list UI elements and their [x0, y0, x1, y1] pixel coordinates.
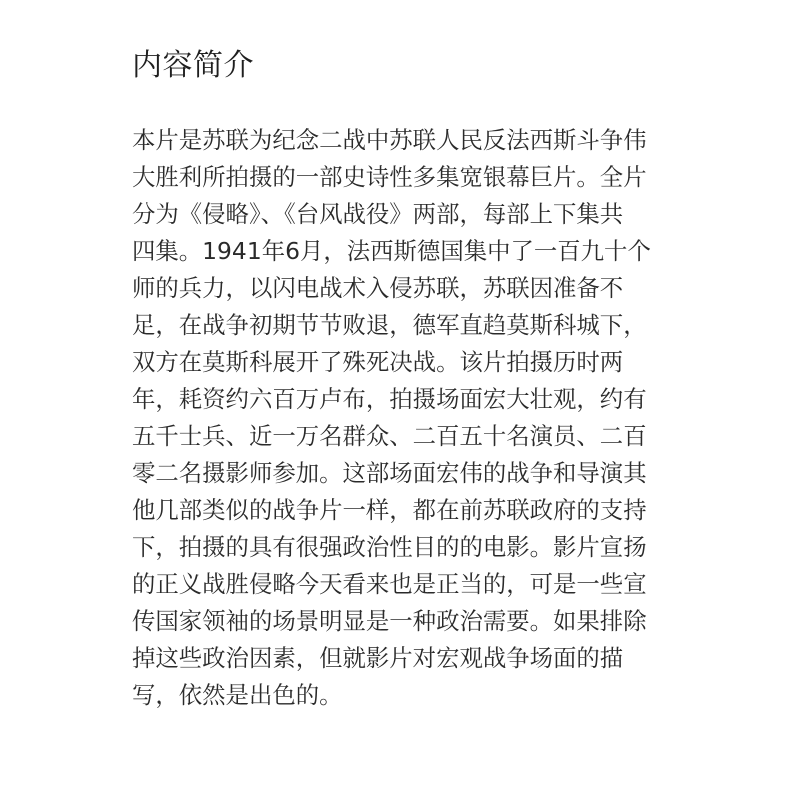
paragraph-line: 传国家领袖的场景明显是一种政治需要。如果排除	[132, 607, 647, 635]
paragraph-line: 掉这些政治因素，但就影片对宏观战争场面的描	[132, 644, 624, 672]
paragraph-line: 分为《侵略》、《台风战役》两部，每部上下集共	[132, 200, 624, 228]
paragraph-line: 本片是苏联为纪念二战中苏联人民反法西斯斗争伟	[132, 126, 647, 154]
summary-paragraph	[132, 122, 672, 714]
section-title: 内容简介	[132, 48, 254, 83]
paragraph-line: 下，拍摄的具有很强政治性目的的电影。影片宣扬	[132, 533, 647, 561]
paragraph-line: 四集。1941年6月，法西斯德国集中了一百九十个	[132, 237, 651, 265]
paragraph-line: 零二名摄影师参加。这部场面宏伟的战争和导演其	[132, 459, 647, 487]
paragraph-line: 他几部类似的战争片一样，都在前苏联政府的支持	[132, 496, 647, 524]
paragraph-line: 的正义战胜侵略今天看来也是正当的，可是一些宣	[132, 570, 647, 598]
paragraph-line: 足，在战争初期节节败退，德军直趋莫斯科城下，	[132, 311, 647, 339]
article	[132, 46, 672, 714]
paragraph-line: 大胜利所拍摄的一部史诗性多集宽银幕巨片。全片	[132, 163, 647, 191]
paragraph-line: 年，耗资约六百万卢布，拍摄场面宏大壮观，约有	[132, 385, 647, 413]
paragraph-line: 写，依然是出色的。	[132, 681, 343, 709]
paragraph-line: 双方在莫斯科展开了殊死决战。该片拍摄历时两	[132, 348, 624, 376]
paragraph-line: 师的兵力，以闪电战术入侵苏联，苏联因准备不	[132, 274, 624, 302]
paragraph-line: 五千士兵、近一万名群众、二百五十名演员、二百	[132, 422, 647, 450]
